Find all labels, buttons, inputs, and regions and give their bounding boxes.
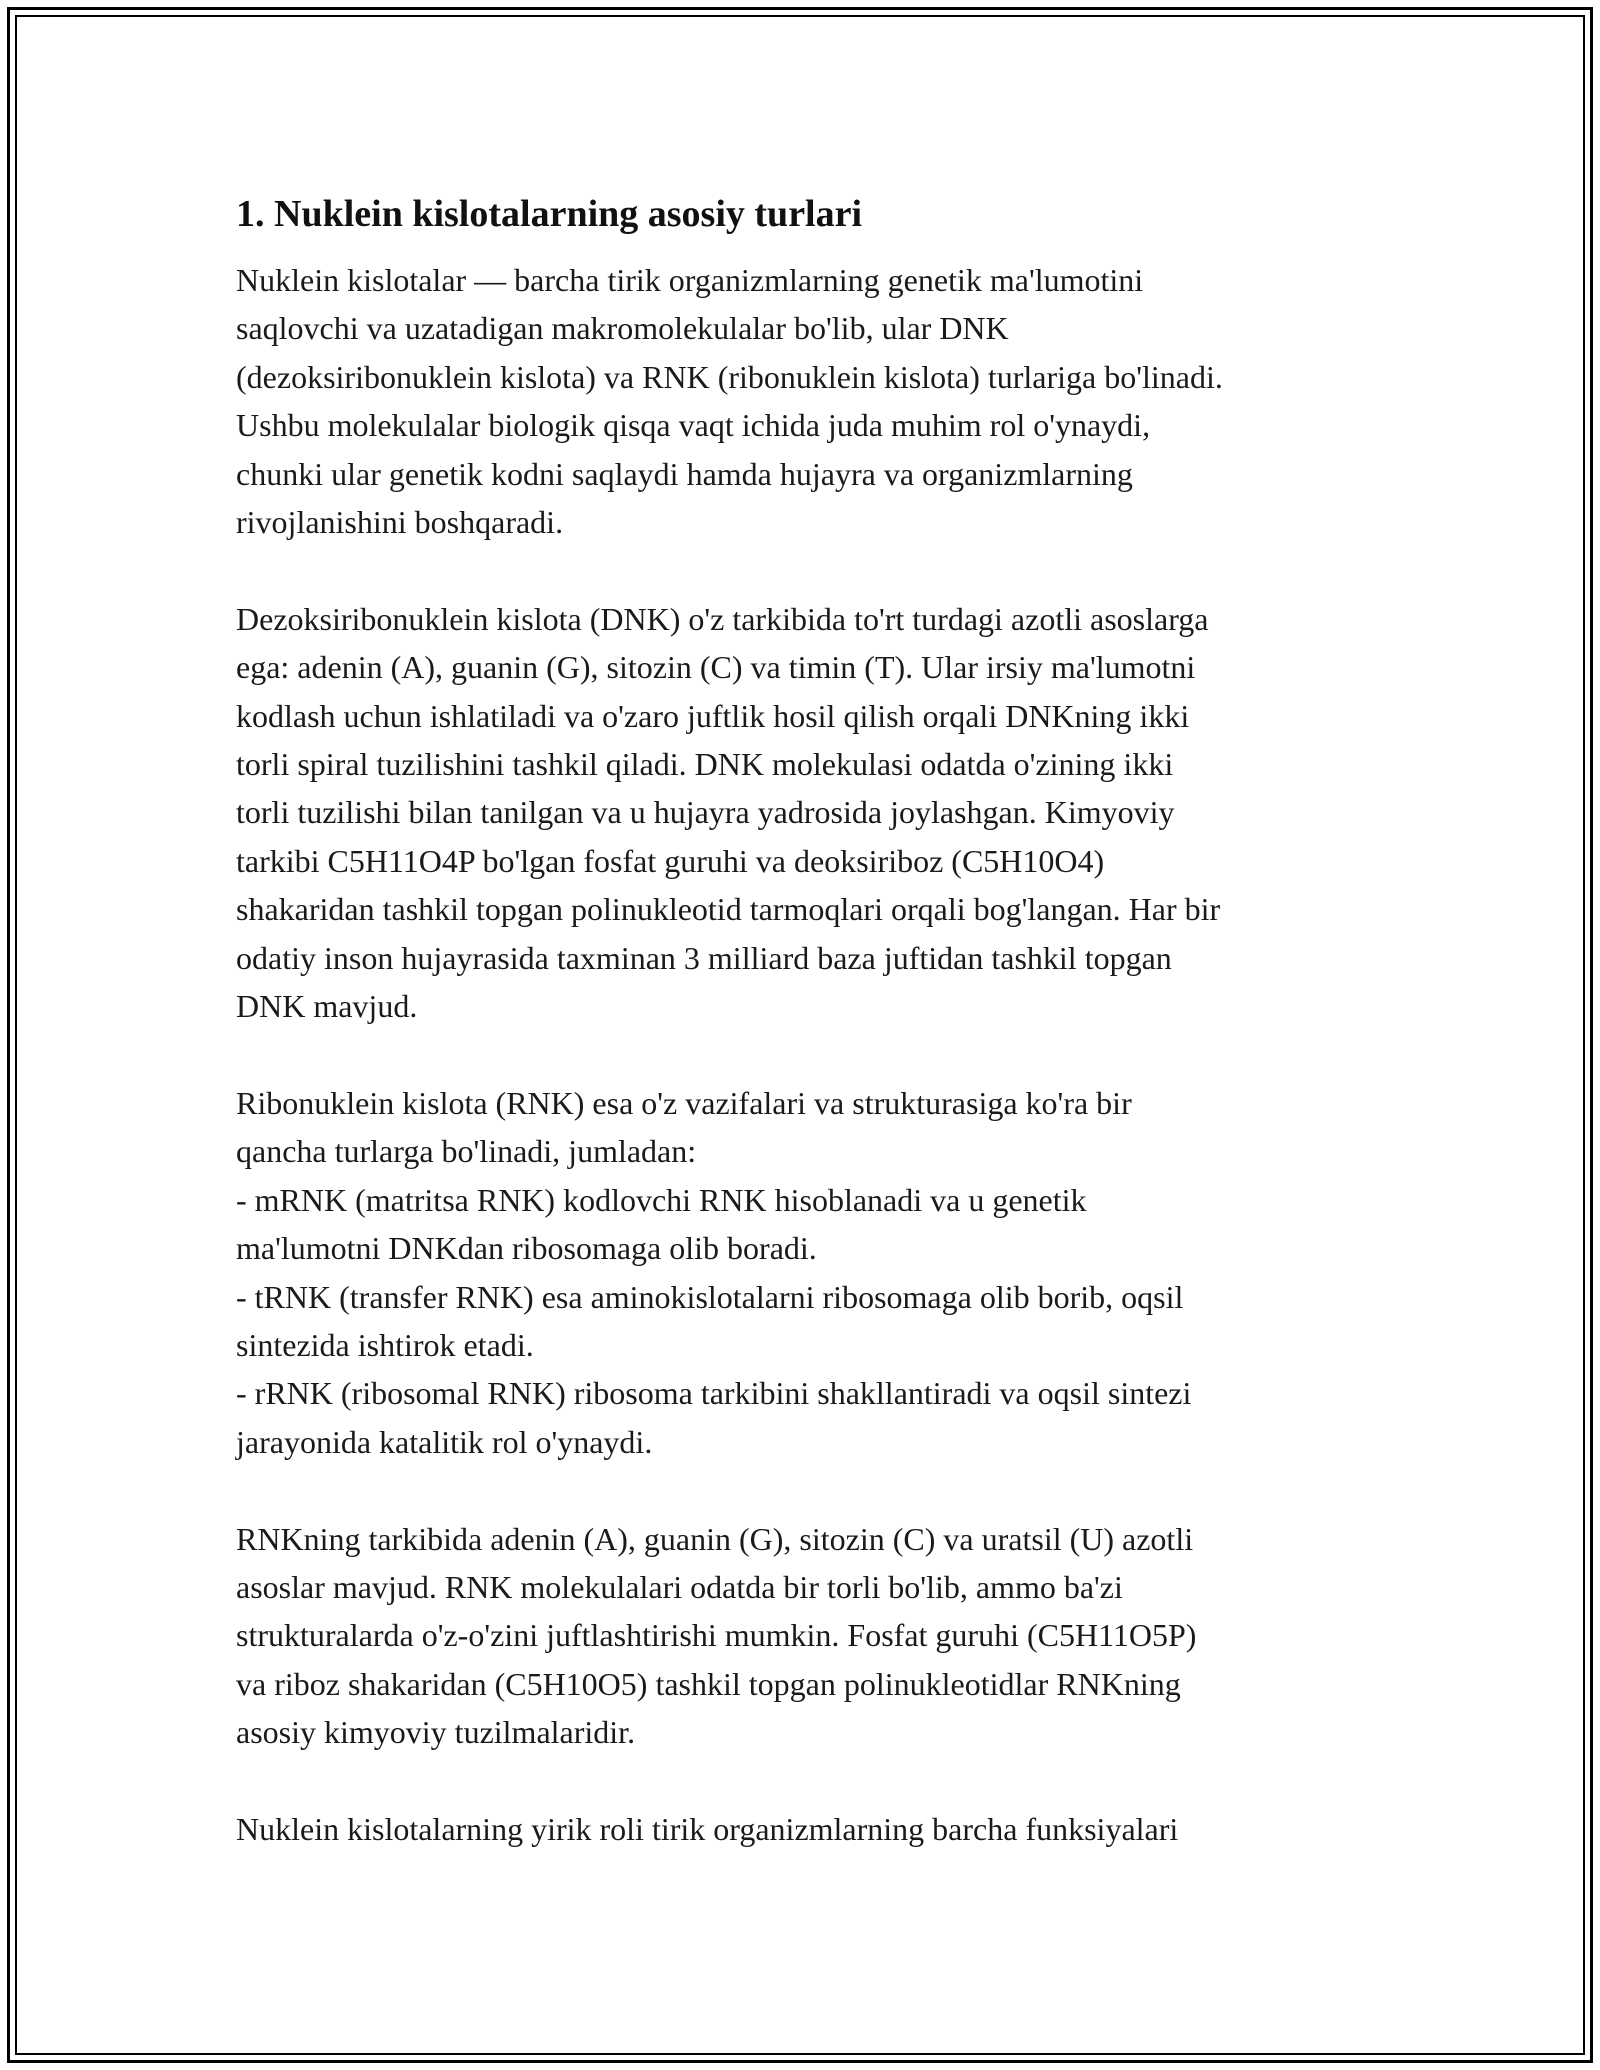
paragraph-intro: Nuklein kislotalar — barcha tirik organizmlarning genetik ma'lumotini saqlovchi va uzatadigan makromolekulalar bo'lib, ular DNK (dezoksiribonuklein kislota) va RNK (ribonuklein kislota) turlariga bo'linadi. Ushbu molekulalar biologik qisqa vaqt ichida juda muhim rol o'ynaydi, chunki ular genetik kodni saqlaydi hamda hujayra va organizmlarning rivojlanishini boshqaradi. xyxy=(236,262,1223,541)
paragraph-rnk-types: Ribonuklein kislota (RNK) esa o'z vazifalari va strukturasiga ko'ra bir qancha turlarga bo'linadi, jumladan: - mRNK (matritsa RNK) kodlovchi RNK hisoblanadi va u genetik ma'lumotni DNKdan ribosomaga olib boradi. - tRNK (transfer RNK) esa aminokislotalarni ribosomaga olib borib, oqsil sintezida ishtirok etadi. - rRNK (ribosomal RNK) ribosoma tarkibini shakllantiradi va oqsil sintezi jarayonida katalitik rol o'ynaydi. xyxy=(236,1084,1192,1460)
paragraph-rnk-composition: RNKning tarkibida adenin (A), guanin (G), sitozin (C) va uratsil (U) azotli asoslar mavjud. RNK molekulalari odatda bir torli bo'lib, ammo ba'zi strukturalarda o'z-o'zini juftlashtirishi mumkin. Fosfat guruhi (C5H11O5P) va riboz shakaridan (C5H10O5) tashkil topgan polinukleotidlar RNKning asosiy kimyoviy tuzilmalaridir. xyxy=(236,1520,1197,1751)
paragraph-dnk: Dezoksiribonuklein kislota (DNK) o'z tarkibida to'rt turdagi azotli asoslarga ega: adenin (A), guanin (G), sitozin (C) va timin (T). Ular irsiy ma'lumotni kodlash uchun ishlatiladi va o'zaro juftlik hosil qilish orqali DNKning ikki torli spiral tuzilishini tashkil qiladi. DNK molekulasi odatda o'zining ikki torli tuzilishi bilan tanilgan va u hujayra yadrosida joylashgan. Kimyoviy tarkibi C5H11O4P bo'lgan fosfat guruhi va deoksiriboz (C5H10O4) shakaridan tashkil topgan polinukleotid tarmoqlari orqali bog'langan. Har bir odatiy inson hujayrasida taxminan 3 milliard baza juftidan tashkil topgan DNK mavjud. xyxy=(236,600,1221,1025)
paragraph-role: Nuklein kislotalarning yirik roli tirik organizmlarning barcha funksiyalari xyxy=(236,1810,1179,1847)
document-body xyxy=(236,184,1376,1853)
section-heading: 1. Nuklein kislotalarning asosiy turlari xyxy=(236,193,863,235)
